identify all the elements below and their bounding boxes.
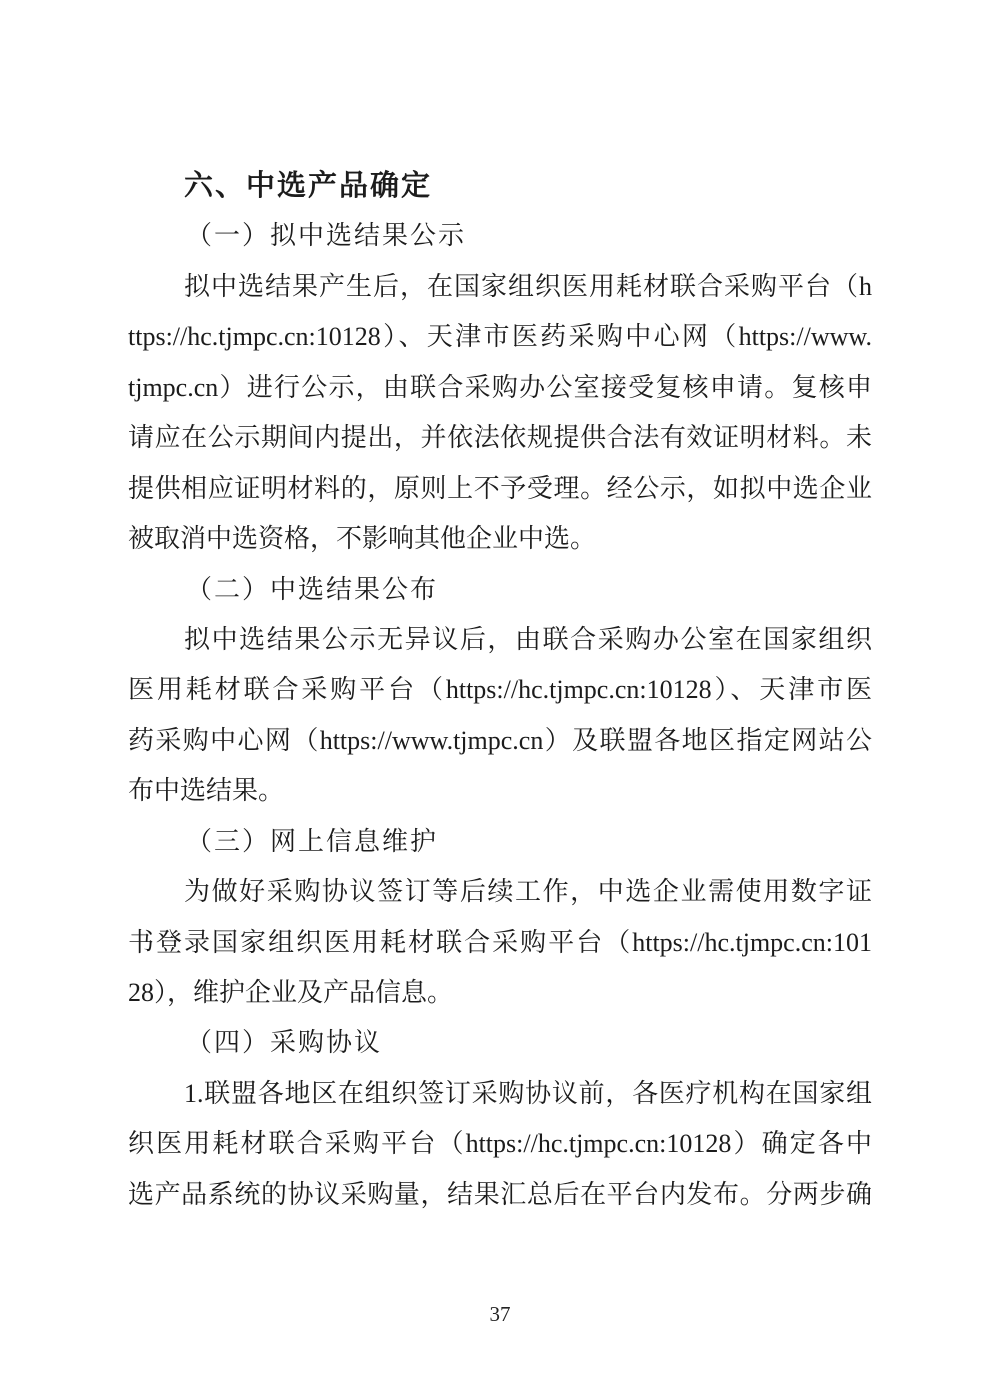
text-line: 医用耗材联合采购平台（https://hc.tjmpc.cn:10128）、天津市医 (128, 675, 872, 705)
text-line: 1.联盟各地区在组织签订采购协议前，各医疗机构在国家组 (184, 1078, 872, 1108)
text-line: 提供相应证明材料的，原则上不予受理。经公示，如拟中选企业 (128, 473, 872, 503)
document-body (128, 161, 872, 1220)
text-line: 书登录国家组织医用耗材联合采购平台（https://hc.tjmpc.cn:101 (128, 927, 872, 957)
subsection-heading-4: （四）采购协议 (186, 1028, 383, 1058)
page-number: 37 (489, 1302, 511, 1326)
text-line: 拟中选结果产生后，在国家组织医用耗材联合采购平台（h (184, 271, 872, 301)
text-line: 被取消中选资格，不影响其他企业中选。 (128, 524, 597, 554)
text-line: ttps://hc.tjmpc.cn:10128）、天津市医药采购中心网（https://www. (128, 322, 872, 352)
text-line: 织医用耗材联合采购平台（https://hc.tjmpc.cn:10128）确定各中 (128, 1129, 872, 1159)
text-line: 选产品系统的协议采购量，结果汇总后在平台内发布。分两步确 (128, 1179, 872, 1209)
subsection-heading-2: （二）中选结果公布 (186, 574, 439, 604)
section-title: 六、中选产品确定 (184, 170, 433, 202)
text-line: 布中选结果。 (128, 776, 285, 806)
subsection-heading-3: （三）网上信息维护 (186, 826, 439, 856)
text-line: 药采购中心网（https://www.tjmpc.cn）及联盟各地区指定网站公 (128, 725, 872, 755)
text-line: 28），维护企业及产品信息。 (128, 978, 454, 1007)
text-line: 请应在公示期间内提出，并依法依规提供合法有效证明材料。未 (128, 423, 872, 453)
text-line: 拟中选结果公示无异议后，由联合采购办公室在国家组织 (184, 624, 872, 654)
text-line: tjmpc.cn）进行公示，由联合采购办公室接受复核申请。复核申 (128, 372, 872, 402)
subsection-heading-1: （一）拟中选结果公示 (186, 221, 467, 251)
text-line: 为做好采购协议签订等后续工作，中选企业需使用数字证 (184, 877, 872, 907)
